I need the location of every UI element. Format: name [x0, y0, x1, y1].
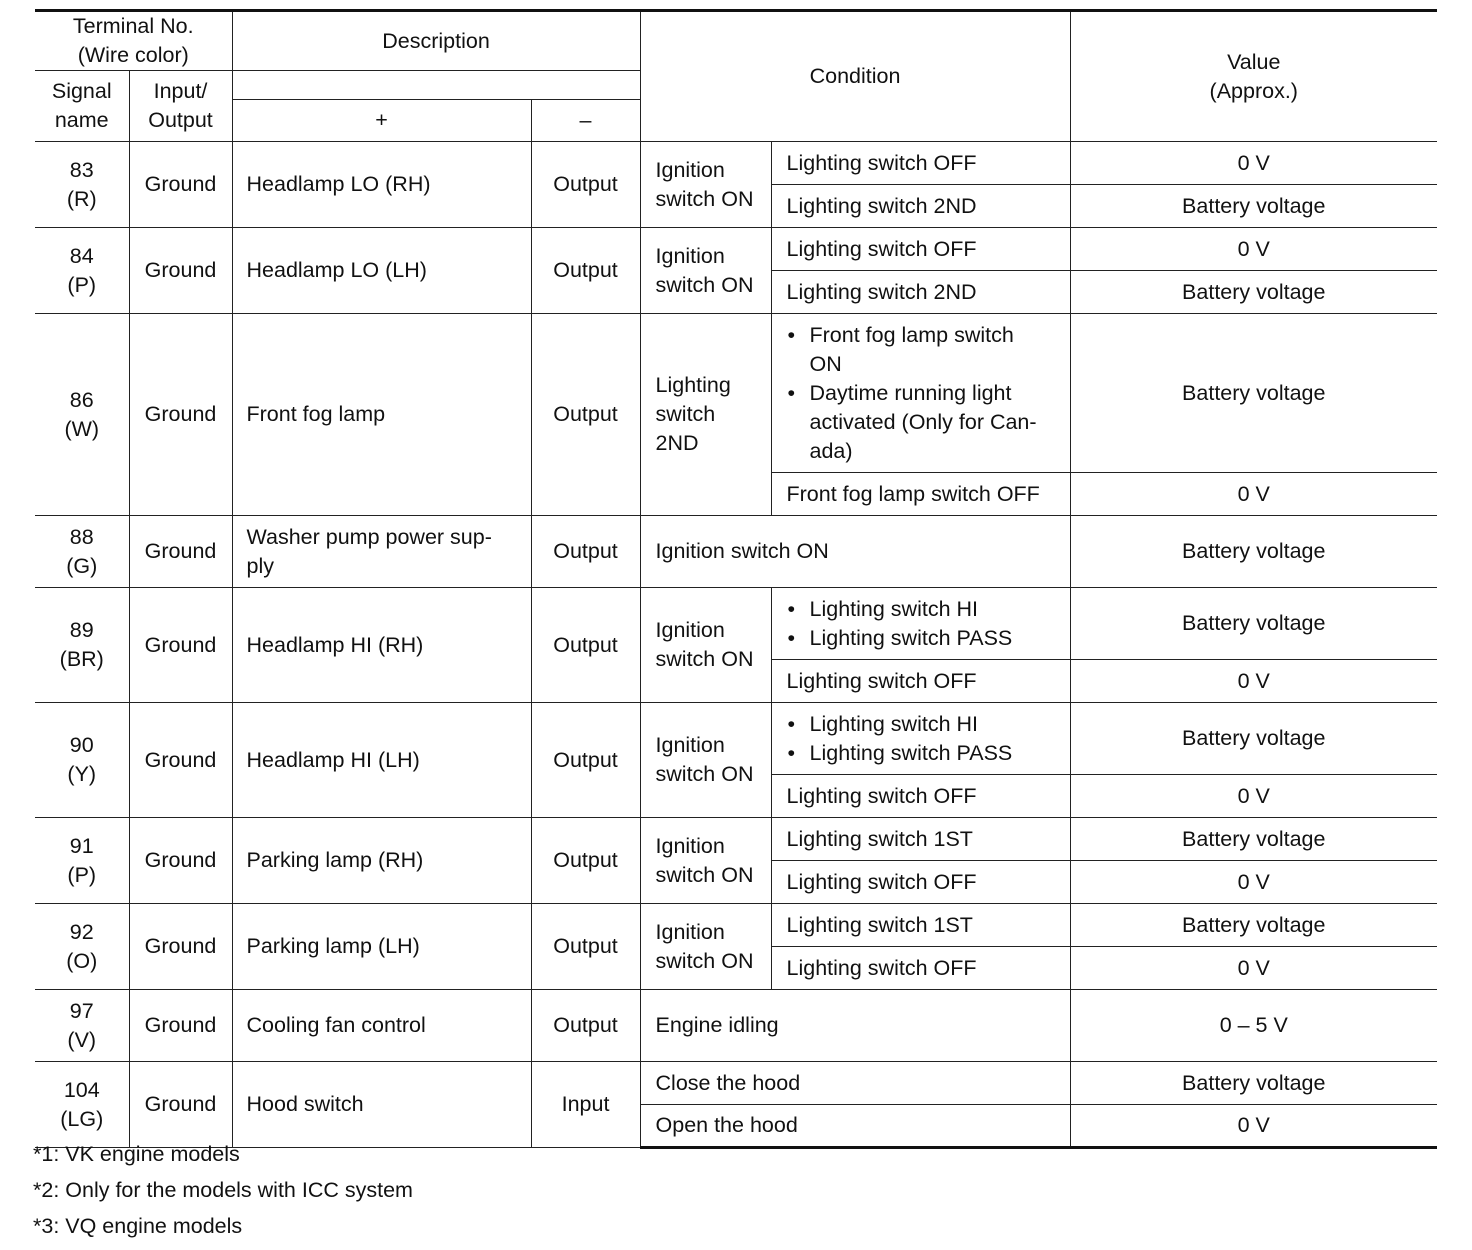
signal-cell: Parking lamp (RH)	[232, 818, 531, 904]
footnote: *2: Only for the models with ICC system	[33, 1178, 413, 1202]
bullet-item: • Lighting switch PASS	[786, 624, 1064, 653]
table-row	[35, 516, 1437, 588]
signal-cell: Front fog lamp	[232, 314, 531, 516]
value-cell: Battery voltage	[1070, 314, 1437, 473]
io-cell: Output	[531, 142, 640, 228]
condition-bullets-cell	[771, 588, 1070, 660]
value-cell: Battery voltage	[1070, 516, 1437, 588]
value-cell: 0 V	[1070, 775, 1437, 818]
ground-cell: Ground	[129, 516, 232, 588]
value-cell: Battery voltage	[1070, 818, 1437, 861]
bullet-item: • Lighting switch PASS	[786, 739, 1064, 768]
value-cell: 0 V	[1070, 861, 1437, 904]
ground-cell: Ground	[129, 588, 232, 703]
value-cell: 0 V	[1070, 660, 1437, 703]
signal-cell: Washer pump power sup- ply	[232, 516, 531, 588]
header-condition: Condition	[640, 11, 1070, 142]
io-cell: Output	[531, 228, 640, 314]
condition-cell: Lighting switch OFF	[771, 775, 1070, 818]
ground-cell: Ground	[129, 142, 232, 228]
terminal-spec-table	[35, 9, 1437, 1149]
header-plus: +	[232, 100, 531, 142]
terminal-cell: 90 (Y)	[35, 703, 129, 818]
table-row	[35, 1062, 1437, 1105]
table-row	[35, 588, 1437, 660]
header-value: Value (Approx.)	[1070, 11, 1437, 142]
signal-cell: Headlamp HI (RH)	[232, 588, 531, 703]
ground-cell: Ground	[129, 703, 232, 818]
value-cell: 0 V	[1070, 473, 1437, 516]
io-cell: Output	[531, 516, 640, 588]
io-cell: Output	[531, 904, 640, 990]
condition-main-cell: Ignition switch ON	[640, 904, 771, 990]
condition-bullets-cell	[771, 314, 1070, 473]
signal-cell: Headlamp LO (RH)	[232, 142, 531, 228]
value-cell: 0 – 5 V	[1070, 990, 1437, 1062]
signal-cell: Parking lamp (LH)	[232, 904, 531, 990]
footnote: *1: VK engine models	[33, 1142, 240, 1166]
value-cell: 0 V	[1070, 142, 1437, 185]
condition-cell: Ignition switch ON	[640, 516, 1070, 588]
condition-main-cell: Ignition switch ON	[640, 703, 771, 818]
value-cell: 0 V	[1070, 947, 1437, 990]
condition-cell: Lighting switch OFF	[771, 142, 1070, 185]
value-cell: Battery voltage	[1070, 703, 1437, 775]
io-cell: Input	[531, 1062, 640, 1148]
value-cell: Battery voltage	[1070, 1062, 1437, 1105]
signal-cell: Headlamp LO (LH)	[232, 228, 531, 314]
condition-cell: Lighting switch OFF	[771, 228, 1070, 271]
ground-cell: Ground	[129, 818, 232, 904]
value-cell: Battery voltage	[1070, 904, 1437, 947]
io-cell: Output	[531, 703, 640, 818]
value-cell: Battery voltage	[1070, 588, 1437, 660]
condition-cell: Lighting switch OFF	[771, 947, 1070, 990]
condition-bullets-cell	[771, 703, 1070, 775]
terminal-cell: 92 (O)	[35, 904, 129, 990]
header-description: Description	[232, 11, 640, 71]
table-row	[35, 228, 1437, 271]
signal-cell: Hood switch	[232, 1062, 531, 1148]
condition-cell: Lighting switch 2ND	[771, 271, 1070, 314]
table-row	[35, 990, 1437, 1062]
footnote: *3: VQ engine models	[33, 1214, 243, 1238]
value-cell: 0 V	[1070, 1105, 1437, 1148]
condition-main-cell: Ignition switch ON	[640, 818, 771, 904]
io-cell: Output	[531, 818, 640, 904]
condition-cell: Lighting switch 1ST	[771, 818, 1070, 861]
footnotes	[33, 1136, 413, 1244]
ground-cell: Ground	[129, 904, 232, 990]
bullet-item: • Daytime running light activated (Only for Can- ada)	[786, 379, 1064, 466]
bullet-item: • Lighting switch HI	[786, 710, 1064, 739]
condition-cell: Lighting switch OFF	[771, 861, 1070, 904]
ground-cell: Ground	[129, 990, 232, 1062]
table-row	[35, 314, 1437, 473]
condition-cell: Lighting switch 1ST	[771, 904, 1070, 947]
ground-cell: Ground	[129, 314, 232, 516]
condition-cell: Lighting switch OFF	[771, 660, 1070, 703]
header-signal-name: Signal name	[35, 71, 129, 142]
condition-cell: Engine idling	[640, 990, 1070, 1062]
header-io: Input/ Output	[129, 71, 232, 142]
value-cell: 0 V	[1070, 228, 1437, 271]
condition-main-cell: Ignition switch ON	[640, 228, 771, 314]
io-cell: Output	[531, 314, 640, 516]
condition-main-cell: Ignition switch ON	[640, 588, 771, 703]
terminal-cell: 97 (V)	[35, 990, 129, 1062]
terminal-cell: 104 (LG)	[35, 1062, 129, 1148]
terminal-cell: 91 (P)	[35, 818, 129, 904]
condition-cell: Close the hood	[640, 1062, 1070, 1105]
io-cell: Output	[531, 990, 640, 1062]
header-terminal: Terminal No. (Wire color)	[35, 11, 232, 71]
ground-cell: Ground	[129, 228, 232, 314]
header-minus: –	[531, 100, 640, 142]
bullet-item: • Lighting switch HI	[786, 595, 1064, 624]
terminal-cell: 83 (R)	[35, 142, 129, 228]
table-row	[35, 818, 1437, 861]
condition-main-cell: Lighting switch 2ND	[640, 314, 771, 516]
table-row	[35, 703, 1437, 775]
terminal-cell: 84 (P)	[35, 228, 129, 314]
table-row	[35, 904, 1437, 947]
table-row	[35, 142, 1437, 185]
ground-cell: Ground	[129, 1062, 232, 1148]
value-cell: Battery voltage	[1070, 185, 1437, 228]
terminal-cell: 89 (BR)	[35, 588, 129, 703]
bullet-item: • Front fog lamp switch ON	[786, 321, 1064, 379]
terminal-cell: 86 (W)	[35, 314, 129, 516]
signal-cell: Cooling fan control	[232, 990, 531, 1062]
signal-cell: Headlamp HI (LH)	[232, 703, 531, 818]
terminal-cell: 88 (G)	[35, 516, 129, 588]
condition-main-cell: Ignition switch ON	[640, 142, 771, 228]
condition-cell: Open the hood	[640, 1105, 1070, 1148]
io-cell: Output	[531, 588, 640, 703]
condition-cell: Lighting switch 2ND	[771, 185, 1070, 228]
value-cell: Battery voltage	[1070, 271, 1437, 314]
condition-cell: Front fog lamp switch OFF	[771, 473, 1070, 516]
